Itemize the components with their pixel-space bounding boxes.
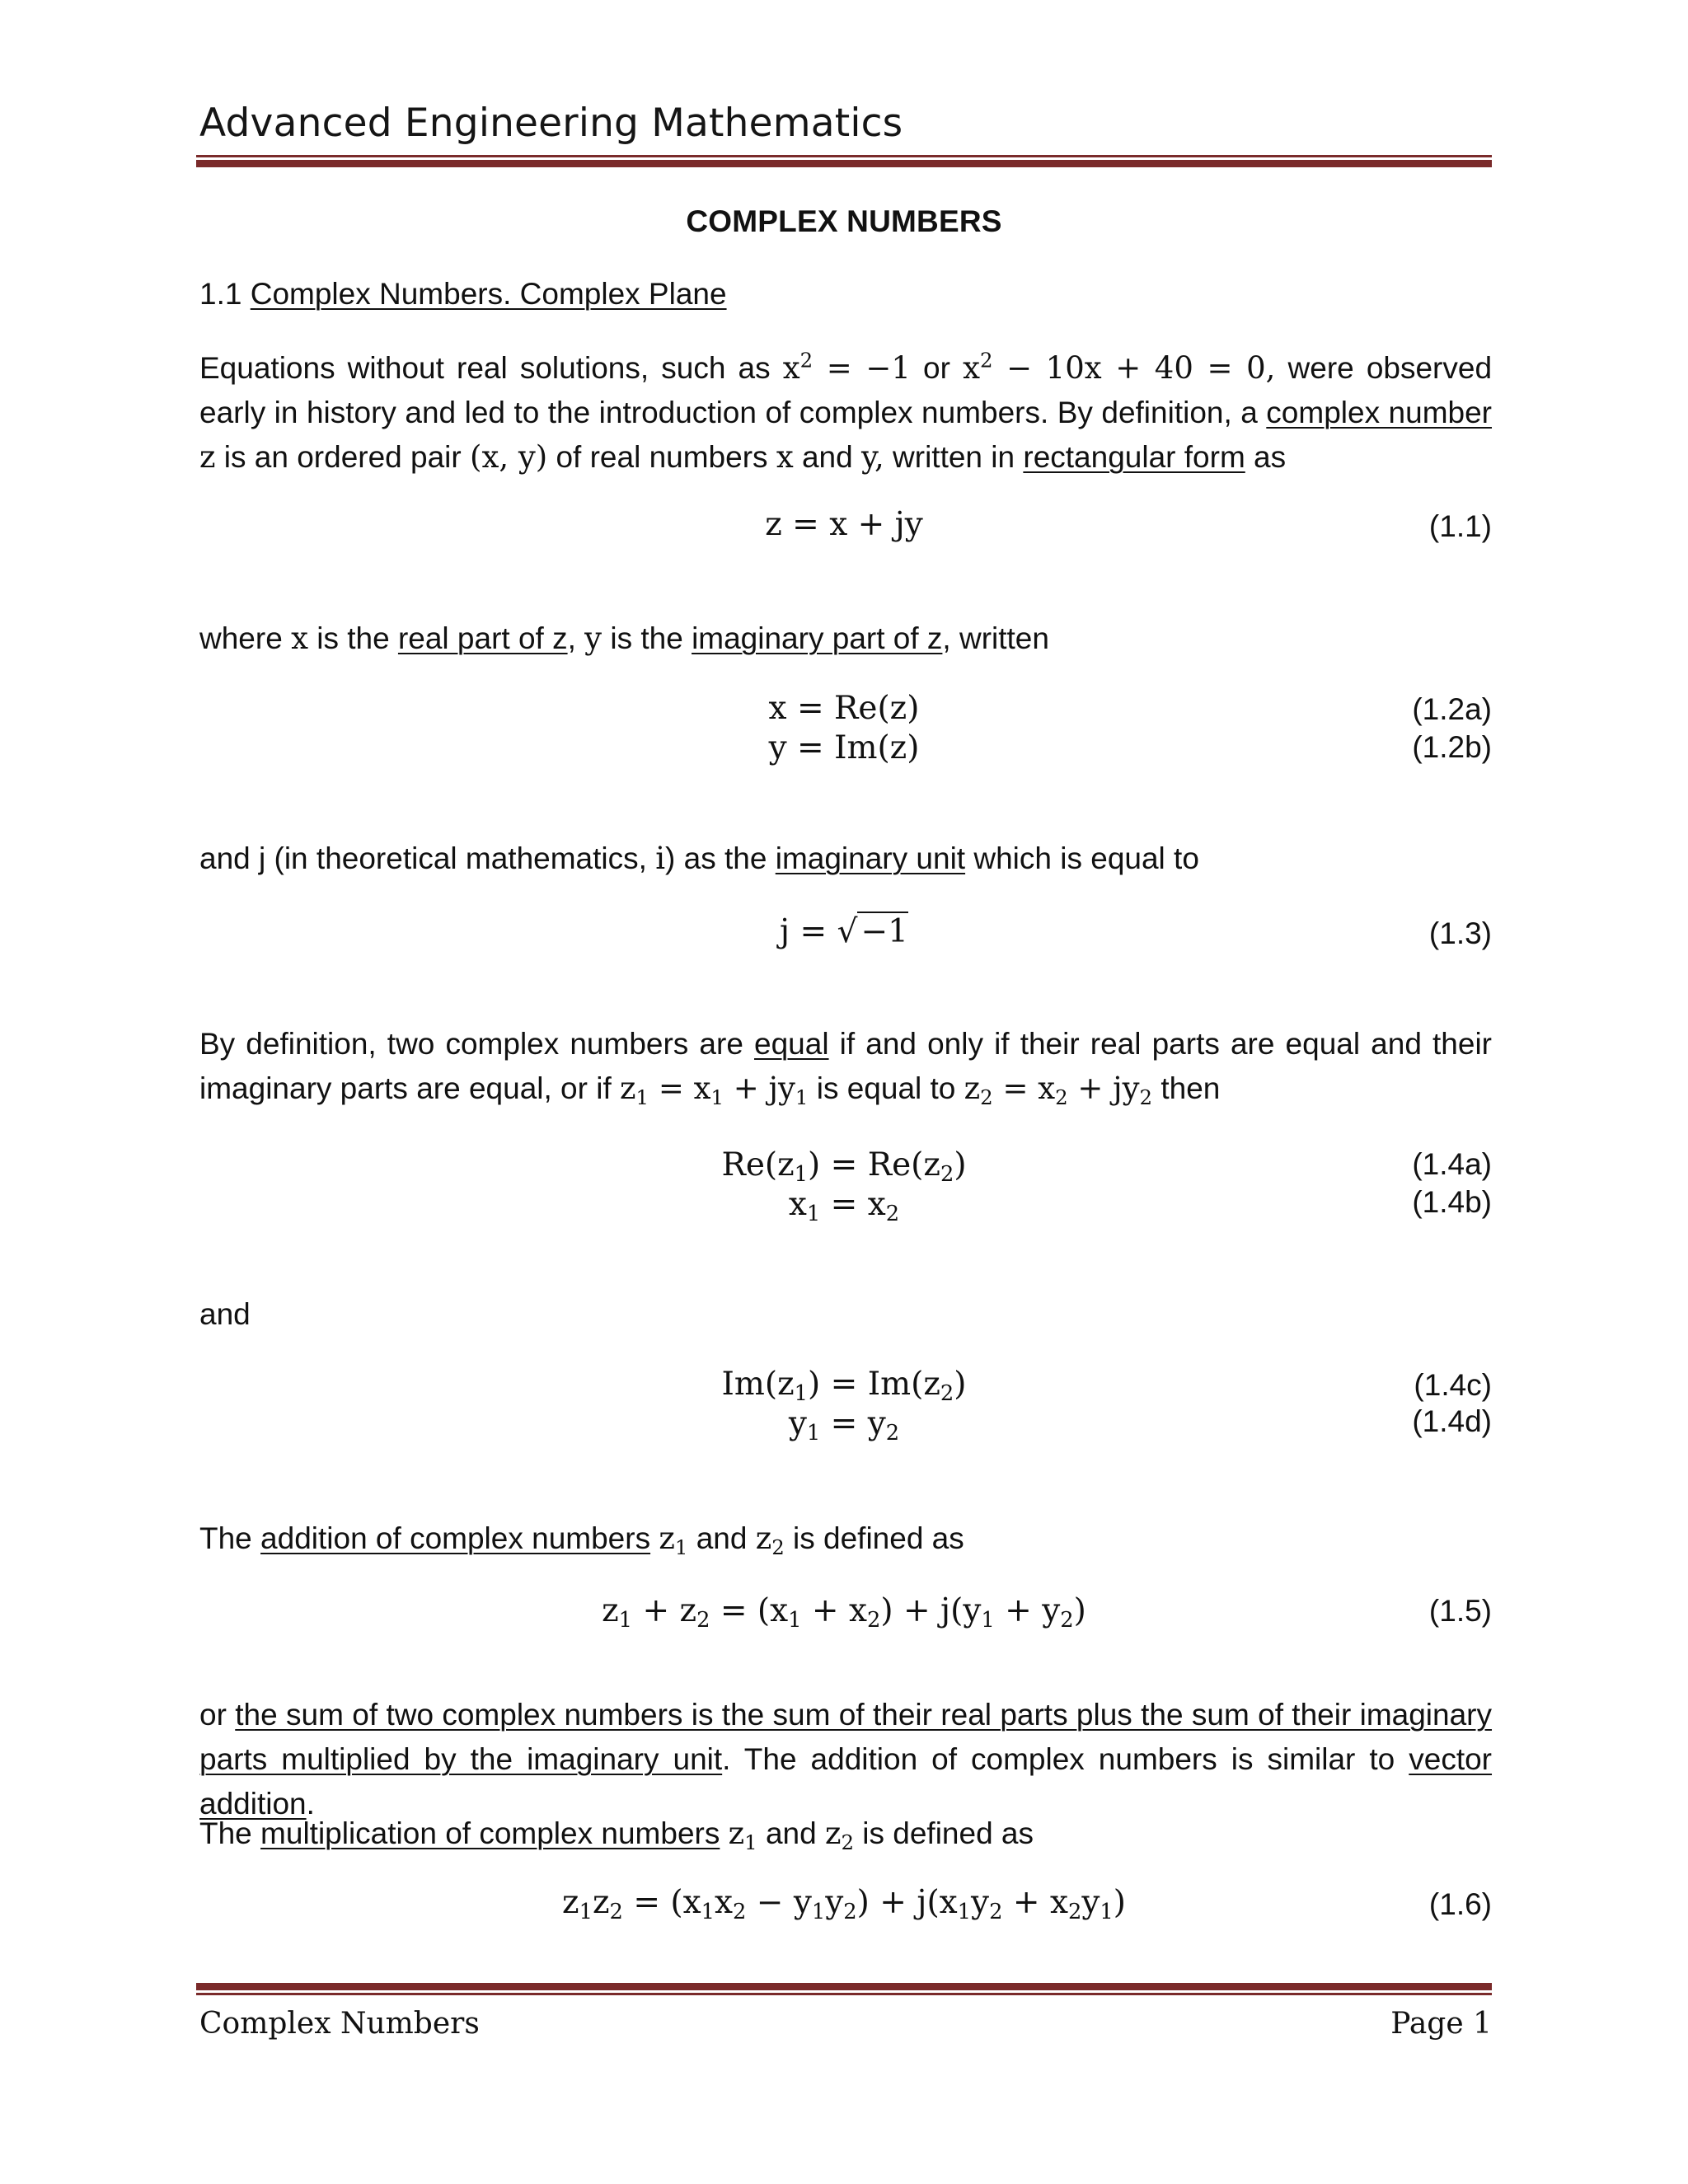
paragraph-equality bbox=[199, 1022, 1492, 1111]
math-inline: $z_2$ bbox=[824, 1816, 854, 1854]
text-run: , written bbox=[942, 621, 1049, 655]
equation-number: (1.2b) bbox=[1412, 730, 1492, 764]
equation-1-1: z = x + jy bbox=[765, 506, 923, 543]
text-run: Equations without real solutions, such as bbox=[199, 351, 771, 385]
equation-1-2b: y = Im(z) bbox=[768, 729, 920, 766]
term-vector-addition: vector addition bbox=[199, 1742, 1493, 1821]
text-run: is equal to bbox=[816, 1071, 956, 1105]
text-run: and bbox=[696, 1521, 748, 1555]
text-run: which is equal to bbox=[973, 841, 1199, 875]
text-run: is the bbox=[316, 621, 390, 655]
equation-1-2a: x = Re(z) bbox=[768, 690, 920, 727]
header-rule-thin bbox=[196, 155, 1492, 157]
math-inline: $z_1 = x_1 + jy_1$ bbox=[620, 1071, 809, 1109]
math-inline: x bbox=[776, 439, 794, 475]
equation-number: (1.3) bbox=[1428, 916, 1492, 950]
paragraph-intro bbox=[199, 346, 1492, 480]
text-run: written in bbox=[893, 440, 1015, 474]
text-run: . bbox=[306, 1787, 315, 1821]
math-inline: $x^2 - 10x + 40 = 0$, bbox=[963, 348, 1276, 386]
math-inline: $z_2 = x_2 + jy_2$ bbox=[964, 1071, 1153, 1109]
paragraph-and: and bbox=[199, 1297, 251, 1331]
equation-1-5: $z_1 + z_2 = (x_1 + x_2) + j(y_1 + y_2)$ bbox=[602, 1592, 1086, 1633]
equation-1-4b: $x_1 = x_2$ bbox=[788, 1186, 900, 1227]
footer-rule-thick bbox=[196, 1983, 1492, 1990]
equation-1-3: j = √ −1 bbox=[780, 913, 908, 950]
text-run: ) as the bbox=[665, 841, 767, 875]
equation-number: (1.6) bbox=[1428, 1887, 1492, 1921]
text-run: of real numbers bbox=[556, 440, 768, 474]
section-number: 1.1 bbox=[199, 277, 242, 311]
text-run: The bbox=[199, 1816, 252, 1850]
header-rule-thick bbox=[196, 160, 1492, 167]
term-imaginary-unit: imaginary unit bbox=[775, 841, 966, 875]
equation-number: (1.5) bbox=[1428, 1594, 1492, 1628]
document-title: COMPLEX NUMBERS bbox=[686, 204, 1002, 238]
equation-number: (1.4c) bbox=[1414, 1368, 1492, 1402]
text-run: where bbox=[199, 621, 283, 655]
text-run: and bbox=[801, 440, 853, 474]
term-complex-number: complex number bbox=[1266, 396, 1492, 429]
equation-1-4a: $Re(z_1) = Re(z_2)$ bbox=[721, 1146, 967, 1188]
text-run: as bbox=[1254, 440, 1287, 474]
footer-page-number: Page 1 bbox=[1390, 2007, 1492, 2041]
math-inline: $x^2 = -1$ bbox=[782, 348, 911, 386]
text-run: were observed early in history and led to the introduction of complex numbers. By definition, a bbox=[199, 351, 1493, 429]
equation-number: (1.4d) bbox=[1412, 1404, 1492, 1438]
text-run: if and only if their real parts are equal and their imaginary parts are equal, or if bbox=[199, 1027, 1492, 1105]
text-run: or bbox=[199, 1698, 227, 1732]
paragraph-sum-explanation bbox=[199, 1693, 1492, 1826]
math-inline: (x, y) bbox=[470, 439, 548, 475]
term-rectangular-form: rectangular form bbox=[1023, 440, 1245, 474]
paragraph-parts: where x is the real part of z, y is the imaginary part of z, written bbox=[199, 621, 1049, 656]
footer-chapter: Complex Numbers bbox=[199, 2007, 480, 2041]
equation-number: (1.4a) bbox=[1412, 1147, 1492, 1181]
term-multiplication: multiplication of complex numbers bbox=[260, 1816, 720, 1850]
text-run: . The addition of complex numbers is similar to bbox=[722, 1742, 1395, 1776]
header-title: Advanced Engineering Mathematics bbox=[199, 101, 903, 146]
paragraph-addition bbox=[199, 1516, 1492, 1561]
section-title: Complex Numbers. Complex Plane bbox=[250, 277, 727, 311]
text-run: The bbox=[199, 1521, 252, 1555]
term-sum-definition: the sum of two complex numbers is the sum of their real parts plus the sum of their imaginary parts multiplied by the imaginary unit bbox=[199, 1698, 1493, 1776]
term-equal: equal bbox=[754, 1027, 829, 1061]
term-imaginary-part: imaginary part of z bbox=[692, 621, 943, 655]
text-run: is the bbox=[610, 621, 683, 655]
math-inline: $z_1$ bbox=[659, 1521, 688, 1559]
term-real-part: real part of z bbox=[397, 621, 568, 655]
text-run: and j (in theoretical mathematics, bbox=[199, 841, 647, 875]
math-inline: z bbox=[199, 439, 216, 475]
text-run: is defined as bbox=[793, 1521, 964, 1555]
math-inline: y, bbox=[861, 439, 884, 475]
text-run: is defined as bbox=[862, 1816, 1034, 1850]
equation-number: (1.2a) bbox=[1412, 692, 1492, 726]
equation-1-4d: $y_1 = y_2$ bbox=[788, 1405, 900, 1446]
math-inline: i bbox=[655, 841, 666, 876]
text-run: and bbox=[765, 1816, 817, 1850]
text-run: then bbox=[1160, 1071, 1221, 1105]
paragraph-imaginary-unit bbox=[199, 837, 1492, 881]
paragraph-multiplication bbox=[199, 1811, 1492, 1856]
equation-number: (1.4b) bbox=[1412, 1185, 1492, 1219]
section-heading bbox=[199, 277, 727, 312]
footer-rule-thin bbox=[196, 1993, 1492, 1995]
math-inline: x bbox=[291, 621, 308, 656]
equation-number: (1.1) bbox=[1428, 509, 1492, 543]
math-inline: $z_2$ bbox=[755, 1521, 785, 1559]
equation-1-4c: $Im(z_1) = Im(z_2)$ bbox=[721, 1366, 967, 1407]
text-run: or bbox=[923, 351, 950, 385]
equation-1-6: $z_1z_2 = (x_1x_2 - y_1y_2) + j(x_1y_2 + x_2y_1)$ bbox=[562, 1884, 1126, 1925]
text-run: By definition, two complex numbers are bbox=[199, 1027, 743, 1061]
math-inline: $z_1$ bbox=[728, 1816, 757, 1854]
math-inline: y bbox=[584, 621, 603, 656]
text-run: is an ordered pair bbox=[223, 440, 462, 474]
term-addition: addition of complex numbers bbox=[260, 1521, 651, 1555]
